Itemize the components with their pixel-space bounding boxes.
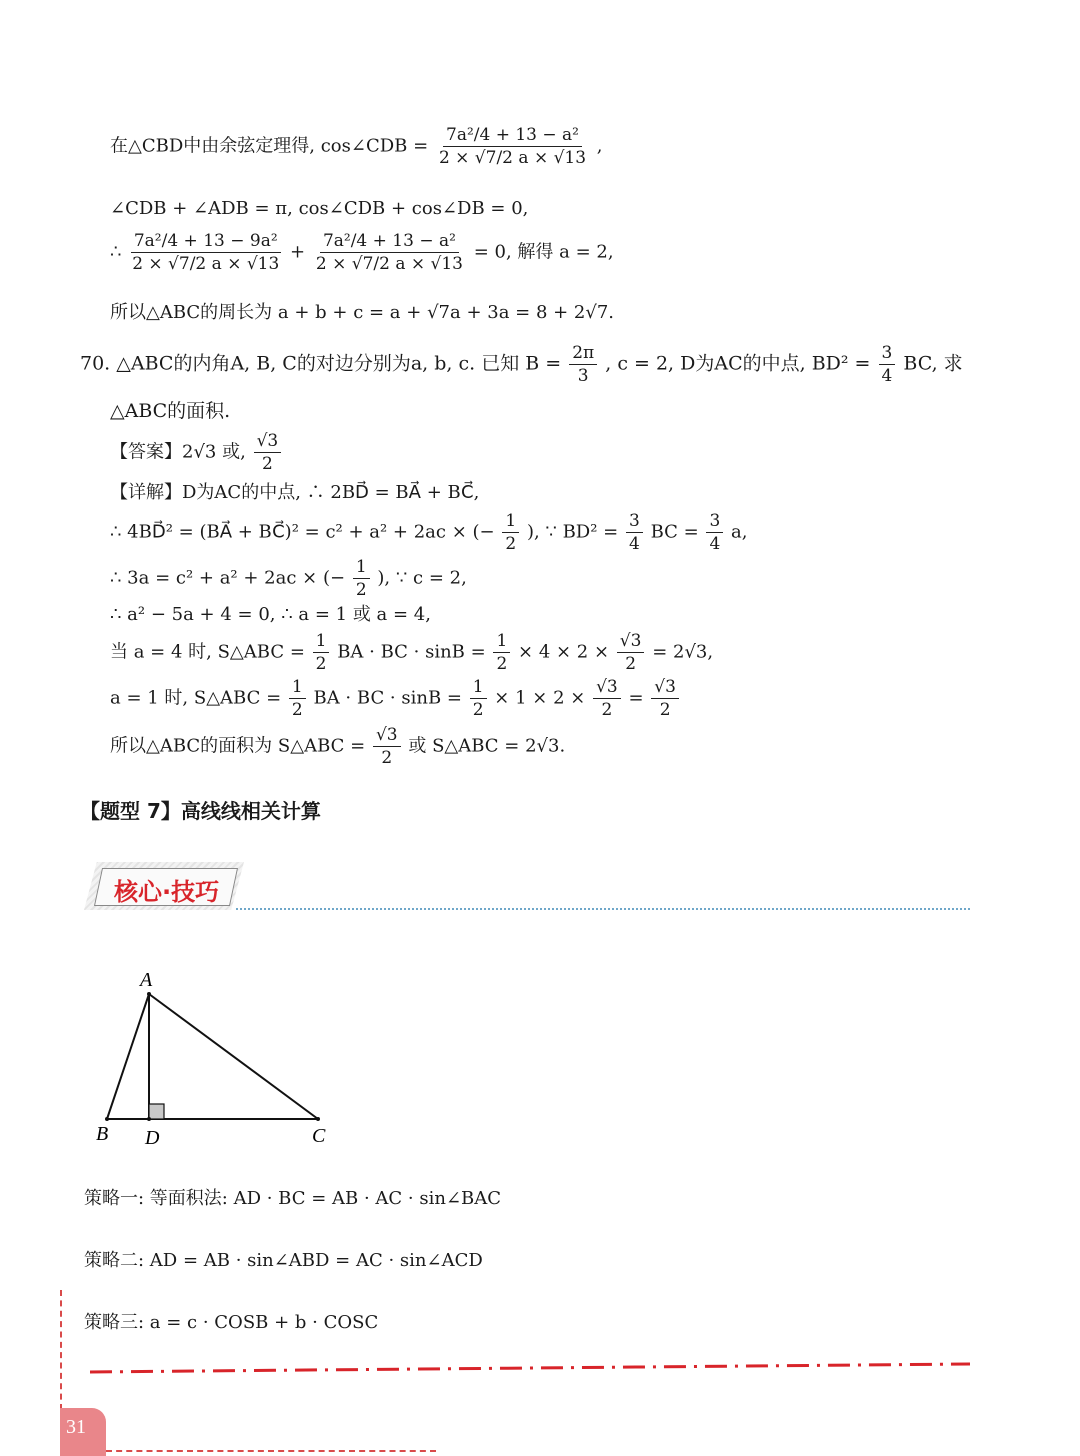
fraction-denominator: 4 [709,534,721,554]
edge-AC [149,994,318,1119]
fraction-numerator: 2π [569,342,597,365]
solution-line-4: 所以△ABC的周长为 a + b + c = a + √7a + 3a = 8 + 2√7. [110,302,615,323]
fraction-denominator: 2 [472,700,484,720]
vertex-dot [105,1117,109,1121]
fraction-numerator: 1 [502,510,519,533]
detail-text: ), ∵ c = 2, [377,567,467,589]
detail-text: = [628,687,644,709]
fraction [470,676,487,721]
section-heading: 【题型 7】高线线相关计算 [80,799,321,823]
fraction [626,510,643,555]
fraction [651,676,679,721]
detail-text: 所以△ABC的面积为 S△ABC = [110,735,366,757]
fraction [353,556,370,601]
fraction-denominator: 2 [659,700,671,720]
detail-text: × 4 × 2 × [518,641,610,663]
fraction [593,676,621,721]
detail-text: ∴ 3a = c² + a² + 2ac × (− [110,567,346,589]
fraction-numerator: 7a²/4 + 13 − 9a² [131,230,281,253]
fraction-denominator: 4 [629,534,640,554]
banner-dotted-rule [236,908,970,910]
fraction-numerator: 7a²/4 + 13 − a² [443,124,582,147]
fraction [706,510,723,555]
answer-line [110,430,283,475]
detail-line-6 [110,676,681,721]
fraction [289,676,306,721]
page-bottom-dashed-border [106,1450,436,1452]
strategy-2: 策略二: AD = AB · sin∠ABD = AC · sin∠ACD [84,1250,483,1271]
strategy-1: 策略一: 等面积法: AD · BC = AB · AC · sin∠BAC [84,1188,502,1209]
fraction [879,342,896,387]
triangle-figure [90,962,340,1152]
solution-text: = 0, 解得 a = 2, [473,241,614,263]
fraction [254,430,282,475]
detail-text: BA · BC · sinB = [337,641,486,663]
fraction [617,630,645,675]
right-angle-mark [149,1104,164,1119]
detail-line-3 [110,556,467,601]
detail-text: = 2√3, [652,641,714,663]
solution-text: , [596,135,603,157]
fraction-numerator: 1 [313,630,330,653]
solution-line-3 [110,230,614,275]
fraction-numerator: √3 [254,430,282,453]
detail-text: 或 S△ABC = 2√3. [408,735,566,757]
fraction-denominator: 2 [315,654,327,674]
detail-text: ∴ 4BD⃗² = (BA⃗ + BC⃗)² = c² + a² + 2ac × (− [110,521,495,543]
solution-text: 在△CBD中由余弦定理得, cos∠CDB = [110,135,429,157]
detail-text: BA · BC · sinB = [313,687,462,709]
solution-line-2: ∠CDB + ∠ADB = π, cos∠CDB + cos∠DB = 0, [110,198,529,219]
fraction [313,630,330,675]
detail-text: BC = [650,521,699,543]
fraction [493,630,510,675]
question-70-line-2: △ABC的面积. [110,400,231,422]
detail-line-2 [110,510,747,555]
label-A: A [140,969,153,991]
question-text: BC, 求 [903,352,963,375]
fraction [502,510,519,555]
detail-line-1: 【详解】D为AC的中点, ∴ 2BD⃗ = BA⃗ + BC⃗, [110,482,480,503]
fraction-denominator: 2 × √7/2 a × √13 [132,254,280,274]
fraction-numerator: 1 [470,676,487,699]
banner-title: 核心·技巧 [114,878,220,906]
fraction-denominator: 2 [625,654,637,674]
fraction-denominator: 2 [601,700,613,720]
fraction-numerator: 1 [353,556,370,579]
divider-line [90,1364,970,1372]
page-number: 31 [66,1416,86,1438]
fraction [313,230,466,275]
fraction [129,230,282,275]
strategy-3: 策略三: a = c · COSB + b · COSC [84,1312,379,1333]
detail-line-7 [110,724,565,769]
fraction-denominator: 2 [505,534,517,554]
fraction-denominator: 2 × √7/2 a × √13 [315,254,463,274]
fraction-numerator: 3 [706,510,723,533]
fraction-denominator: 2 × √7/2 a × √13 [438,148,587,168]
fraction-denominator: 2 [381,748,393,768]
fraction-denominator: 2 [496,654,508,674]
page-left-dashed-border [60,1290,62,1410]
red-dash-dot-divider [90,1358,975,1378]
question-text: , c = 2, D为AC的中点, BD² = [605,352,871,375]
fraction [373,724,401,769]
fraction-denominator: 3 [577,366,589,386]
label-C: C [312,1125,326,1147]
detail-text: ), ∵ BD² = [526,521,619,543]
label-D: D [145,1127,160,1149]
fraction [436,124,589,169]
detail-line-5 [110,630,713,675]
detail-text: 当 a = 4 时, S△ABC = [110,641,305,663]
fraction [569,342,597,387]
detail-line-4: ∴ a² − 5a + 4 = 0, ∴ a = 1 或 a = 4, [110,604,431,625]
fraction-numerator: 3 [626,510,643,533]
fraction-denominator: 2 [261,454,273,474]
detail-text: × 1 × 2 × [494,687,586,709]
vertex-dot [316,1117,320,1121]
answer-text: 【答案】2√3 或, [110,441,246,463]
question-text: 70. △ABC的内角A, B, C的对边分别为a, b, c. 已知 B = [80,352,562,375]
technique-banner [84,862,244,912]
fraction-numerator: √3 [651,676,679,699]
fraction-numerator: √3 [373,724,401,747]
fraction-numerator: √3 [593,676,621,699]
plus-sign: + [290,241,306,263]
edge-AB [107,994,149,1119]
therefore-symbol: ∴ [110,241,122,263]
fraction-numerator: 1 [289,676,306,699]
fraction-numerator: 3 [879,342,896,365]
detail-text: a, [731,521,748,543]
label-B: B [96,1123,109,1145]
fraction-denominator: 2 [355,580,367,600]
solution-line-1 [110,124,603,169]
vertex-dot [147,992,151,996]
fraction-numerator: √3 [617,630,645,653]
fraction-numerator: 1 [493,630,510,653]
question-70-line-1 [80,342,963,387]
detail-text: a = 1 时, S△ABC = [110,687,282,709]
fraction-denominator: 4 [881,366,893,386]
vertex-dot [147,1117,151,1121]
fraction-denominator: 2 [291,700,303,720]
fraction-numerator: 7a²/4 + 13 − a² [320,230,459,253]
